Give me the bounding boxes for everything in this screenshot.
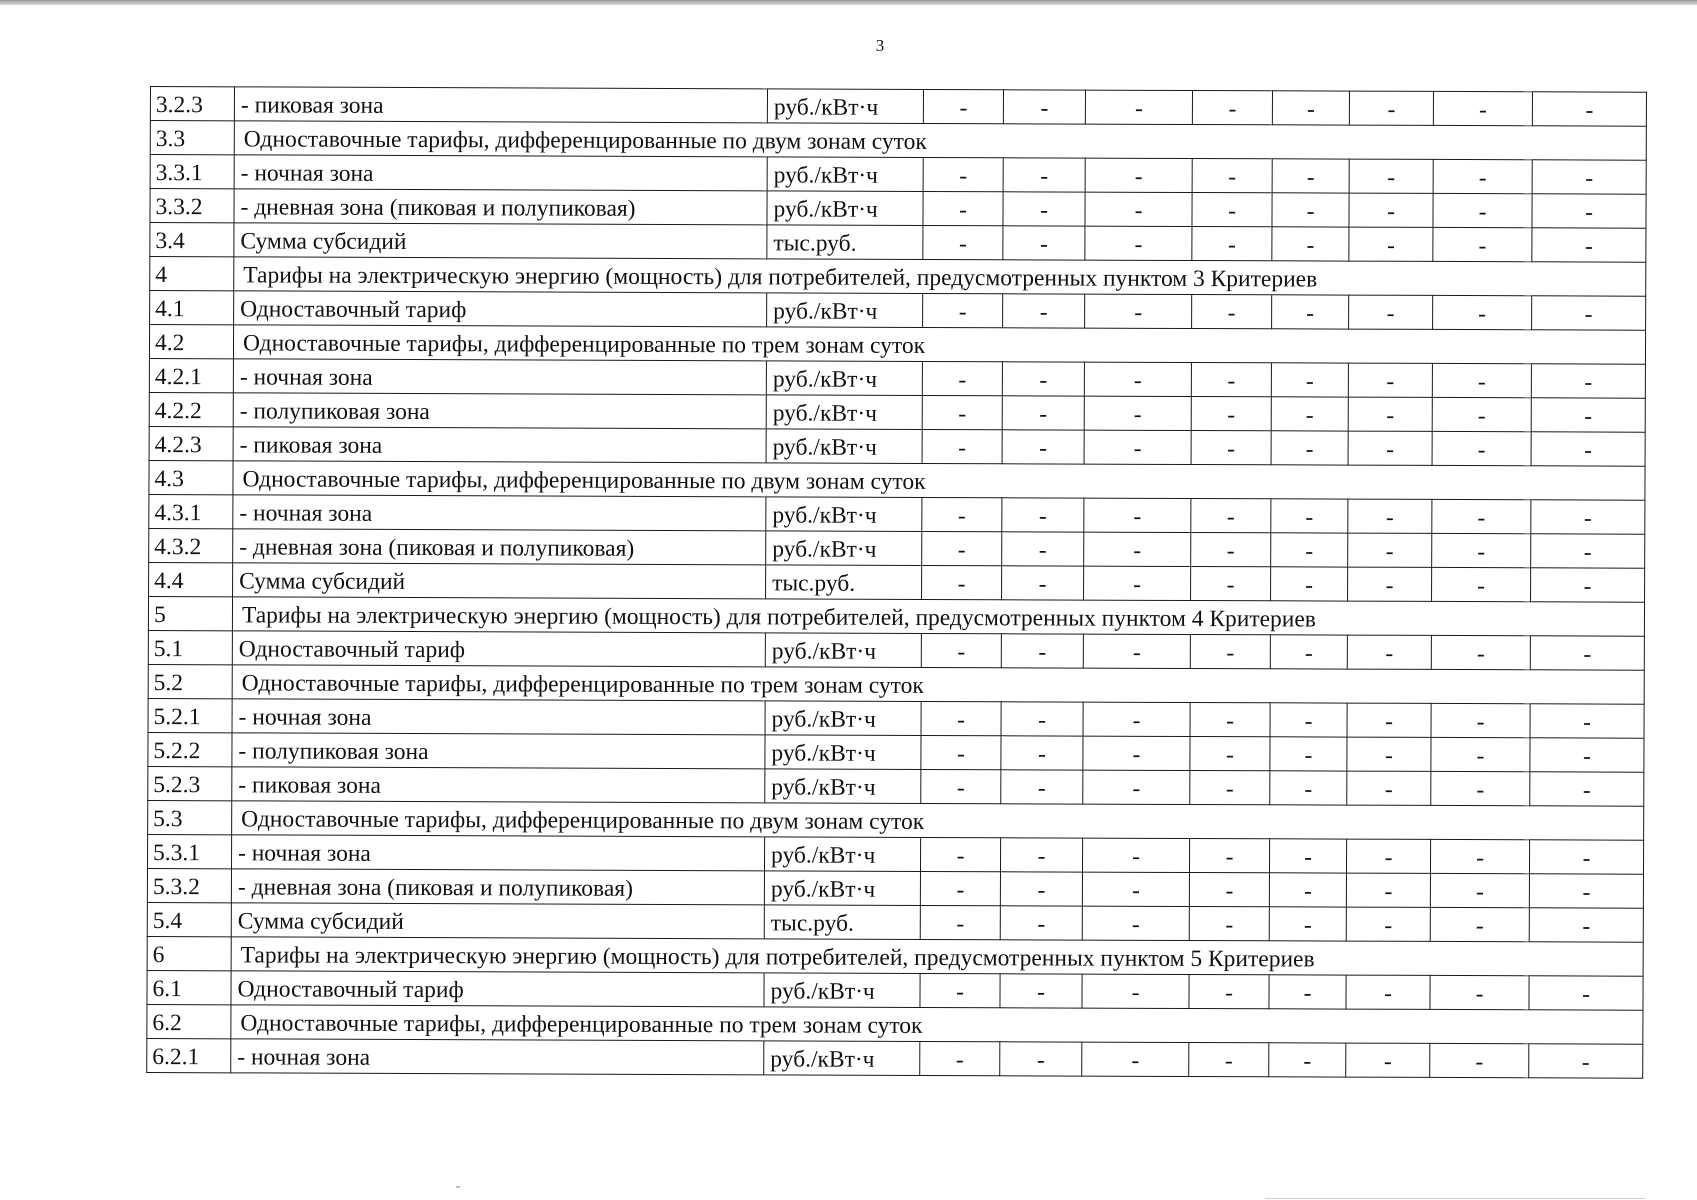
- value-cell: -: [1083, 702, 1190, 736]
- section-row: [147, 1004, 1643, 1044]
- row-number: 5.3: [148, 800, 232, 834]
- value-cell: -: [1269, 975, 1346, 1009]
- table-row: [147, 1038, 1643, 1078]
- value-cell: -: [1189, 906, 1269, 940]
- value-cell: -: [1271, 397, 1348, 431]
- row-name: Сумма субсидий: [234, 223, 767, 259]
- value-cell: -: [920, 905, 1000, 939]
- value-cell: -: [1002, 430, 1084, 464]
- value-cell: -: [1431, 635, 1530, 669]
- value-cell: -: [1192, 295, 1272, 329]
- value-cell: -: [1346, 839, 1430, 873]
- table-row: [147, 902, 1643, 942]
- row-unit: руб./кВт·ч: [767, 89, 923, 124]
- row-number: 5.2: [148, 664, 232, 698]
- value-cell: -: [922, 531, 1002, 565]
- value-cell: -: [1083, 770, 1190, 804]
- value-cell: -: [1269, 1043, 1346, 1077]
- value-cell: -: [1083, 634, 1190, 668]
- value-cell: -: [923, 157, 1003, 191]
- section-row: [148, 800, 1644, 840]
- value-cell: -: [921, 701, 1001, 735]
- value-cell: -: [1349, 159, 1433, 193]
- row-number: 5.3.1: [147, 834, 231, 868]
- value-cell: -: [1003, 192, 1085, 226]
- value-cell: -: [1430, 873, 1529, 907]
- row-number: 4.2.1: [149, 358, 233, 392]
- value-cell: -: [1082, 1042, 1189, 1076]
- row-name: - ночная зона: [233, 359, 766, 395]
- section-title: Одноставочные тарифы, дифференцированные по двум зонам суток: [233, 461, 1645, 500]
- value-cell: -: [1189, 974, 1269, 1008]
- value-cell: -: [1347, 635, 1431, 669]
- value-cell: -: [1190, 770, 1270, 804]
- value-cell: -: [1084, 396, 1191, 430]
- value-cell: -: [1349, 227, 1433, 261]
- row-name: - дневная зона (пиковая и полупиковая): [234, 189, 767, 225]
- row-number: 4.3: [149, 460, 233, 494]
- row-name: Одноставочный тариф: [234, 291, 767, 327]
- value-cell: -: [1433, 227, 1532, 261]
- row-name: - дневная зона (пиковая и полупиковая): [233, 529, 766, 565]
- table-row: [149, 494, 1645, 534]
- value-cell: -: [1530, 636, 1644, 670]
- value-cell: -: [1191, 431, 1271, 465]
- value-cell: -: [1085, 226, 1192, 260]
- value-cell: -: [922, 395, 1002, 429]
- value-cell: -: [1269, 839, 1346, 873]
- row-number: 4.2.3: [149, 426, 233, 460]
- value-cell: -: [1192, 91, 1272, 125]
- value-cell: -: [1529, 840, 1643, 874]
- table-row: [149, 392, 1645, 432]
- value-cell: -: [1189, 838, 1269, 872]
- row-number: 6: [147, 936, 231, 970]
- value-cell: -: [920, 1041, 1000, 1075]
- row-name: - ночная зона: [232, 699, 765, 735]
- value-cell: -: [1191, 397, 1271, 431]
- value-cell: -: [1000, 974, 1082, 1008]
- value-cell: -: [1003, 226, 1085, 260]
- value-cell: -: [1084, 566, 1191, 600]
- value-cell: -: [1531, 432, 1645, 466]
- value-cell: -: [1269, 873, 1346, 907]
- value-cell: -: [1191, 498, 1271, 532]
- section-row: [149, 325, 1645, 365]
- value-cell: -: [1190, 702, 1270, 736]
- value-cell: -: [1348, 431, 1432, 465]
- row-number: 5.3.2: [147, 868, 231, 902]
- value-cell: -: [920, 837, 1000, 871]
- value-cell: -: [1082, 838, 1189, 872]
- value-cell: -: [1348, 567, 1432, 601]
- value-cell: -: [1000, 838, 1082, 872]
- row-number: 5.4: [147, 902, 231, 936]
- row-unit: руб./кВт·ч: [765, 769, 921, 804]
- row-unit: тыс.руб.: [767, 225, 923, 260]
- value-cell: -: [1532, 296, 1646, 330]
- value-cell: -: [1000, 1042, 1082, 1076]
- table-row: [150, 189, 1646, 229]
- table-row: [149, 426, 1645, 466]
- value-cell: -: [1347, 703, 1431, 737]
- value-cell: -: [923, 191, 1003, 225]
- value-cell: -: [1082, 872, 1189, 906]
- value-cell: -: [1348, 363, 1432, 397]
- value-cell: -: [1272, 227, 1349, 261]
- row-unit: руб./кВт·ч: [766, 361, 922, 396]
- value-cell: -: [1432, 431, 1531, 465]
- value-cell: -: [921, 769, 1001, 803]
- value-cell: -: [1271, 499, 1348, 533]
- section-row: [150, 257, 1646, 297]
- row-name: Одноставочный тариф: [232, 631, 765, 667]
- value-cell: -: [1531, 568, 1645, 602]
- value-cell: -: [1430, 839, 1529, 873]
- value-cell: -: [1432, 567, 1531, 601]
- value-cell: -: [1430, 1043, 1529, 1077]
- value-cell: -: [1529, 976, 1643, 1010]
- table-row: [148, 698, 1644, 738]
- value-cell: -: [1082, 906, 1189, 940]
- row-name: - ночная зона: [231, 835, 764, 871]
- value-cell: -: [1532, 92, 1646, 126]
- value-cell: -: [923, 225, 1003, 259]
- row-number: 3.4: [150, 223, 234, 257]
- row-number: 3.2.3: [150, 87, 234, 121]
- value-cell: -: [1272, 91, 1349, 125]
- row-name: - пиковая зона: [233, 427, 766, 463]
- value-cell: -: [1270, 635, 1347, 669]
- row-unit: руб./кВт·ч: [764, 871, 920, 906]
- value-cell: -: [1002, 396, 1084, 430]
- row-number: 4.2.2: [149, 392, 233, 426]
- section-row: [148, 596, 1644, 636]
- value-cell: -: [1001, 736, 1083, 770]
- value-cell: -: [923, 293, 1003, 327]
- table-row: [150, 223, 1646, 263]
- table-body: [147, 87, 1647, 1079]
- row-number: 4.4: [149, 562, 233, 596]
- value-cell: -: [1272, 295, 1349, 329]
- section-title: Одноставочные тарифы, дифференцированные по трем зонам суток: [231, 1005, 1643, 1044]
- value-cell: -: [1191, 532, 1271, 566]
- tariff-table: [146, 86, 1647, 1079]
- row-name: - ночная зона: [234, 155, 767, 191]
- table-row: [150, 155, 1646, 195]
- value-cell: -: [1346, 975, 1430, 1009]
- value-cell: -: [1002, 362, 1084, 396]
- row-unit: тыс.руб.: [766, 565, 922, 600]
- section-title: Тарифы на электрическую энергию (мощность) для потребителей, предусмотренных пунктом 4 Критериев: [232, 597, 1644, 636]
- value-cell: -: [1192, 193, 1272, 227]
- value-cell: -: [1530, 772, 1644, 806]
- value-cell: -: [1432, 499, 1531, 533]
- value-cell: -: [1433, 193, 1532, 227]
- value-cell: -: [1083, 736, 1190, 770]
- value-cell: -: [1003, 294, 1085, 328]
- row-number: 4.1: [150, 291, 234, 325]
- value-cell: -: [1346, 907, 1430, 941]
- value-cell: -: [1531, 398, 1645, 432]
- value-cell: -: [1084, 430, 1191, 464]
- row-unit: руб./кВт·ч: [764, 973, 920, 1008]
- value-cell: -: [1002, 532, 1084, 566]
- value-cell: -: [1000, 872, 1082, 906]
- row-number: 3.3: [150, 121, 234, 155]
- value-cell: -: [1432, 397, 1531, 431]
- table-row: [148, 766, 1644, 806]
- row-name: - ночная зона: [231, 1039, 764, 1075]
- value-cell: -: [1191, 566, 1271, 600]
- row-unit: руб./кВт·ч: [767, 293, 923, 328]
- value-cell: -: [1349, 193, 1433, 227]
- table-row: [148, 732, 1644, 772]
- section-row: [149, 460, 1645, 500]
- value-cell: -: [1085, 294, 1192, 328]
- value-cell: -: [1190, 634, 1270, 668]
- value-cell: -: [1531, 534, 1645, 568]
- value-cell: -: [1430, 907, 1529, 941]
- section-title: Одноставочные тарифы, дифференцированные по трем зонам суток: [232, 665, 1644, 704]
- row-name: Сумма субсидий: [231, 903, 764, 939]
- value-cell: -: [1271, 567, 1348, 601]
- value-cell: -: [1270, 737, 1347, 771]
- value-cell: -: [1084, 362, 1191, 396]
- value-cell: -: [1191, 363, 1271, 397]
- value-cell: -: [1271, 363, 1348, 397]
- row-unit: руб./кВт·ч: [766, 531, 922, 566]
- value-cell: -: [1189, 872, 1269, 906]
- value-cell: -: [922, 565, 1002, 599]
- table-row: [147, 970, 1643, 1010]
- row-unit: руб./кВт·ч: [766, 497, 922, 532]
- value-cell: -: [1431, 737, 1530, 771]
- value-cell: -: [1002, 498, 1084, 532]
- value-cell: -: [1001, 634, 1083, 668]
- value-cell: -: [1003, 158, 1085, 192]
- row-number: 5.1: [148, 630, 232, 664]
- value-cell: -: [1532, 194, 1646, 228]
- value-cell: -: [1192, 227, 1272, 261]
- row-number: 5.2.1: [148, 698, 232, 732]
- row-unit: руб./кВт·ч: [766, 395, 922, 430]
- value-cell: -: [1084, 498, 1191, 532]
- row-unit: руб./кВт·ч: [764, 837, 920, 872]
- value-cell: -: [1272, 159, 1349, 193]
- value-cell: -: [1531, 500, 1645, 534]
- row-number: 4: [150, 257, 234, 291]
- value-cell: -: [920, 973, 1000, 1007]
- value-cell: -: [1431, 703, 1530, 737]
- value-cell: -: [1349, 295, 1433, 329]
- value-cell: -: [1530, 738, 1644, 772]
- value-cell: -: [1272, 193, 1349, 227]
- row-unit: руб./кВт·ч: [767, 157, 923, 192]
- value-cell: -: [1084, 532, 1191, 566]
- value-cell: -: [1432, 533, 1531, 567]
- row-number: 3.3.2: [150, 189, 234, 223]
- value-cell: -: [1085, 158, 1192, 192]
- row-unit: руб./кВт·ч: [767, 191, 923, 226]
- value-cell: -: [1082, 974, 1189, 1008]
- row-unit: руб./кВт·ч: [765, 701, 921, 736]
- row-name: - ночная зона: [233, 495, 766, 531]
- value-cell: -: [922, 429, 1002, 463]
- row-number: 4.3.1: [149, 494, 233, 528]
- scan-speck: [456, 1186, 460, 1188]
- value-cell: -: [1085, 192, 1192, 226]
- value-cell: -: [1269, 907, 1346, 941]
- row-name: - пиковая зона: [234, 87, 767, 123]
- value-cell: -: [1346, 873, 1430, 907]
- scan-edge-line: [1265, 1198, 1645, 1199]
- row-number: 6.1: [147, 970, 231, 1004]
- row-number: 5: [148, 596, 232, 630]
- value-cell: -: [1348, 533, 1432, 567]
- row-unit: тыс.руб.: [764, 905, 920, 940]
- table-row: [149, 562, 1645, 602]
- value-cell: -: [1001, 770, 1083, 804]
- row-number: 6.2: [147, 1004, 231, 1038]
- value-cell: -: [1349, 91, 1433, 125]
- table-row: [149, 358, 1645, 398]
- value-cell: -: [1531, 364, 1645, 398]
- section-title: Одноставочные тарифы, дифференцированные по трем зонам суток: [233, 325, 1645, 364]
- value-cell: -: [1085, 90, 1192, 124]
- value-cell: -: [922, 497, 1002, 531]
- row-unit: руб./кВт·ч: [765, 735, 921, 770]
- value-cell: -: [1433, 295, 1532, 329]
- value-cell: -: [1347, 737, 1431, 771]
- row-name: - пиковая зона: [232, 767, 765, 803]
- row-name: Одноставочный тариф: [231, 971, 764, 1007]
- table-row: [147, 868, 1643, 908]
- row-number: 5.2.3: [148, 766, 232, 800]
- table-row: [148, 630, 1644, 670]
- value-cell: -: [1271, 431, 1348, 465]
- value-cell: -: [1532, 160, 1646, 194]
- value-cell: -: [1192, 159, 1272, 193]
- row-number: 3.3.1: [150, 155, 234, 189]
- row-name: Сумма субсидий: [233, 563, 766, 599]
- value-cell: -: [1348, 499, 1432, 533]
- row-name: - дневная зона (пиковая и полупиковая): [231, 869, 764, 905]
- value-cell: -: [1003, 90, 1085, 124]
- row-number: 4.3.2: [149, 528, 233, 562]
- table-row: [147, 834, 1643, 874]
- value-cell: -: [921, 633, 1001, 667]
- value-cell: -: [1530, 704, 1644, 738]
- value-cell: -: [923, 89, 1003, 123]
- value-cell: -: [1433, 91, 1532, 125]
- value-cell: -: [1346, 1043, 1430, 1077]
- section-row: [150, 121, 1646, 161]
- section-row: [148, 664, 1644, 704]
- section-title: Одноставочные тарифы, дифференцированные по двум зонам суток: [232, 801, 1644, 840]
- value-cell: -: [1190, 736, 1270, 770]
- value-cell: -: [1529, 1044, 1643, 1078]
- row-name: - полупиковая зона: [233, 393, 766, 429]
- table-row: [150, 291, 1646, 331]
- value-cell: -: [1529, 908, 1643, 942]
- section-title: Тарифы на электрическую энергию (мощность) для потребителей, предусмотренных пунктом 5 Критериев: [231, 937, 1643, 976]
- value-cell: -: [920, 871, 1000, 905]
- table-row: [150, 87, 1646, 127]
- value-cell: -: [1532, 228, 1646, 262]
- value-cell: -: [1348, 397, 1432, 431]
- value-cell: -: [921, 735, 1001, 769]
- table-row: [149, 528, 1645, 568]
- section-row: [147, 936, 1643, 976]
- value-cell: -: [1000, 906, 1082, 940]
- row-unit: руб./кВт·ч: [765, 633, 921, 668]
- row-unit: руб./кВт·ч: [766, 429, 922, 464]
- value-cell: -: [1189, 1042, 1269, 1076]
- value-cell: -: [1529, 874, 1643, 908]
- section-title: Одноставочные тарифы, дифференцированные по двум зонам суток: [234, 121, 1646, 160]
- value-cell: -: [1002, 566, 1084, 600]
- value-cell: -: [1432, 363, 1531, 397]
- row-name: - полупиковая зона: [232, 733, 765, 769]
- value-cell: -: [1271, 533, 1348, 567]
- value-cell: -: [1431, 771, 1530, 805]
- row-number: 6.2.1: [147, 1038, 231, 1072]
- row-unit: руб./кВт·ч: [764, 1041, 920, 1076]
- value-cell: -: [1001, 702, 1083, 736]
- row-number: 5.2.2: [148, 732, 232, 766]
- value-cell: -: [1270, 771, 1347, 805]
- section-title: Тарифы на электрическую энергию (мощность) для потребителей, предусмотренных пунктом 3 Критериев: [234, 257, 1646, 296]
- row-number: 4.2: [149, 325, 233, 359]
- value-cell: -: [1347, 771, 1431, 805]
- scan-top-edge: [0, 0, 1697, 5]
- value-cell: -: [1270, 703, 1347, 737]
- value-cell: -: [922, 361, 1002, 395]
- value-cell: -: [1430, 975, 1529, 1009]
- value-cell: -: [1433, 159, 1532, 193]
- page-number: 3: [875, 36, 885, 55]
